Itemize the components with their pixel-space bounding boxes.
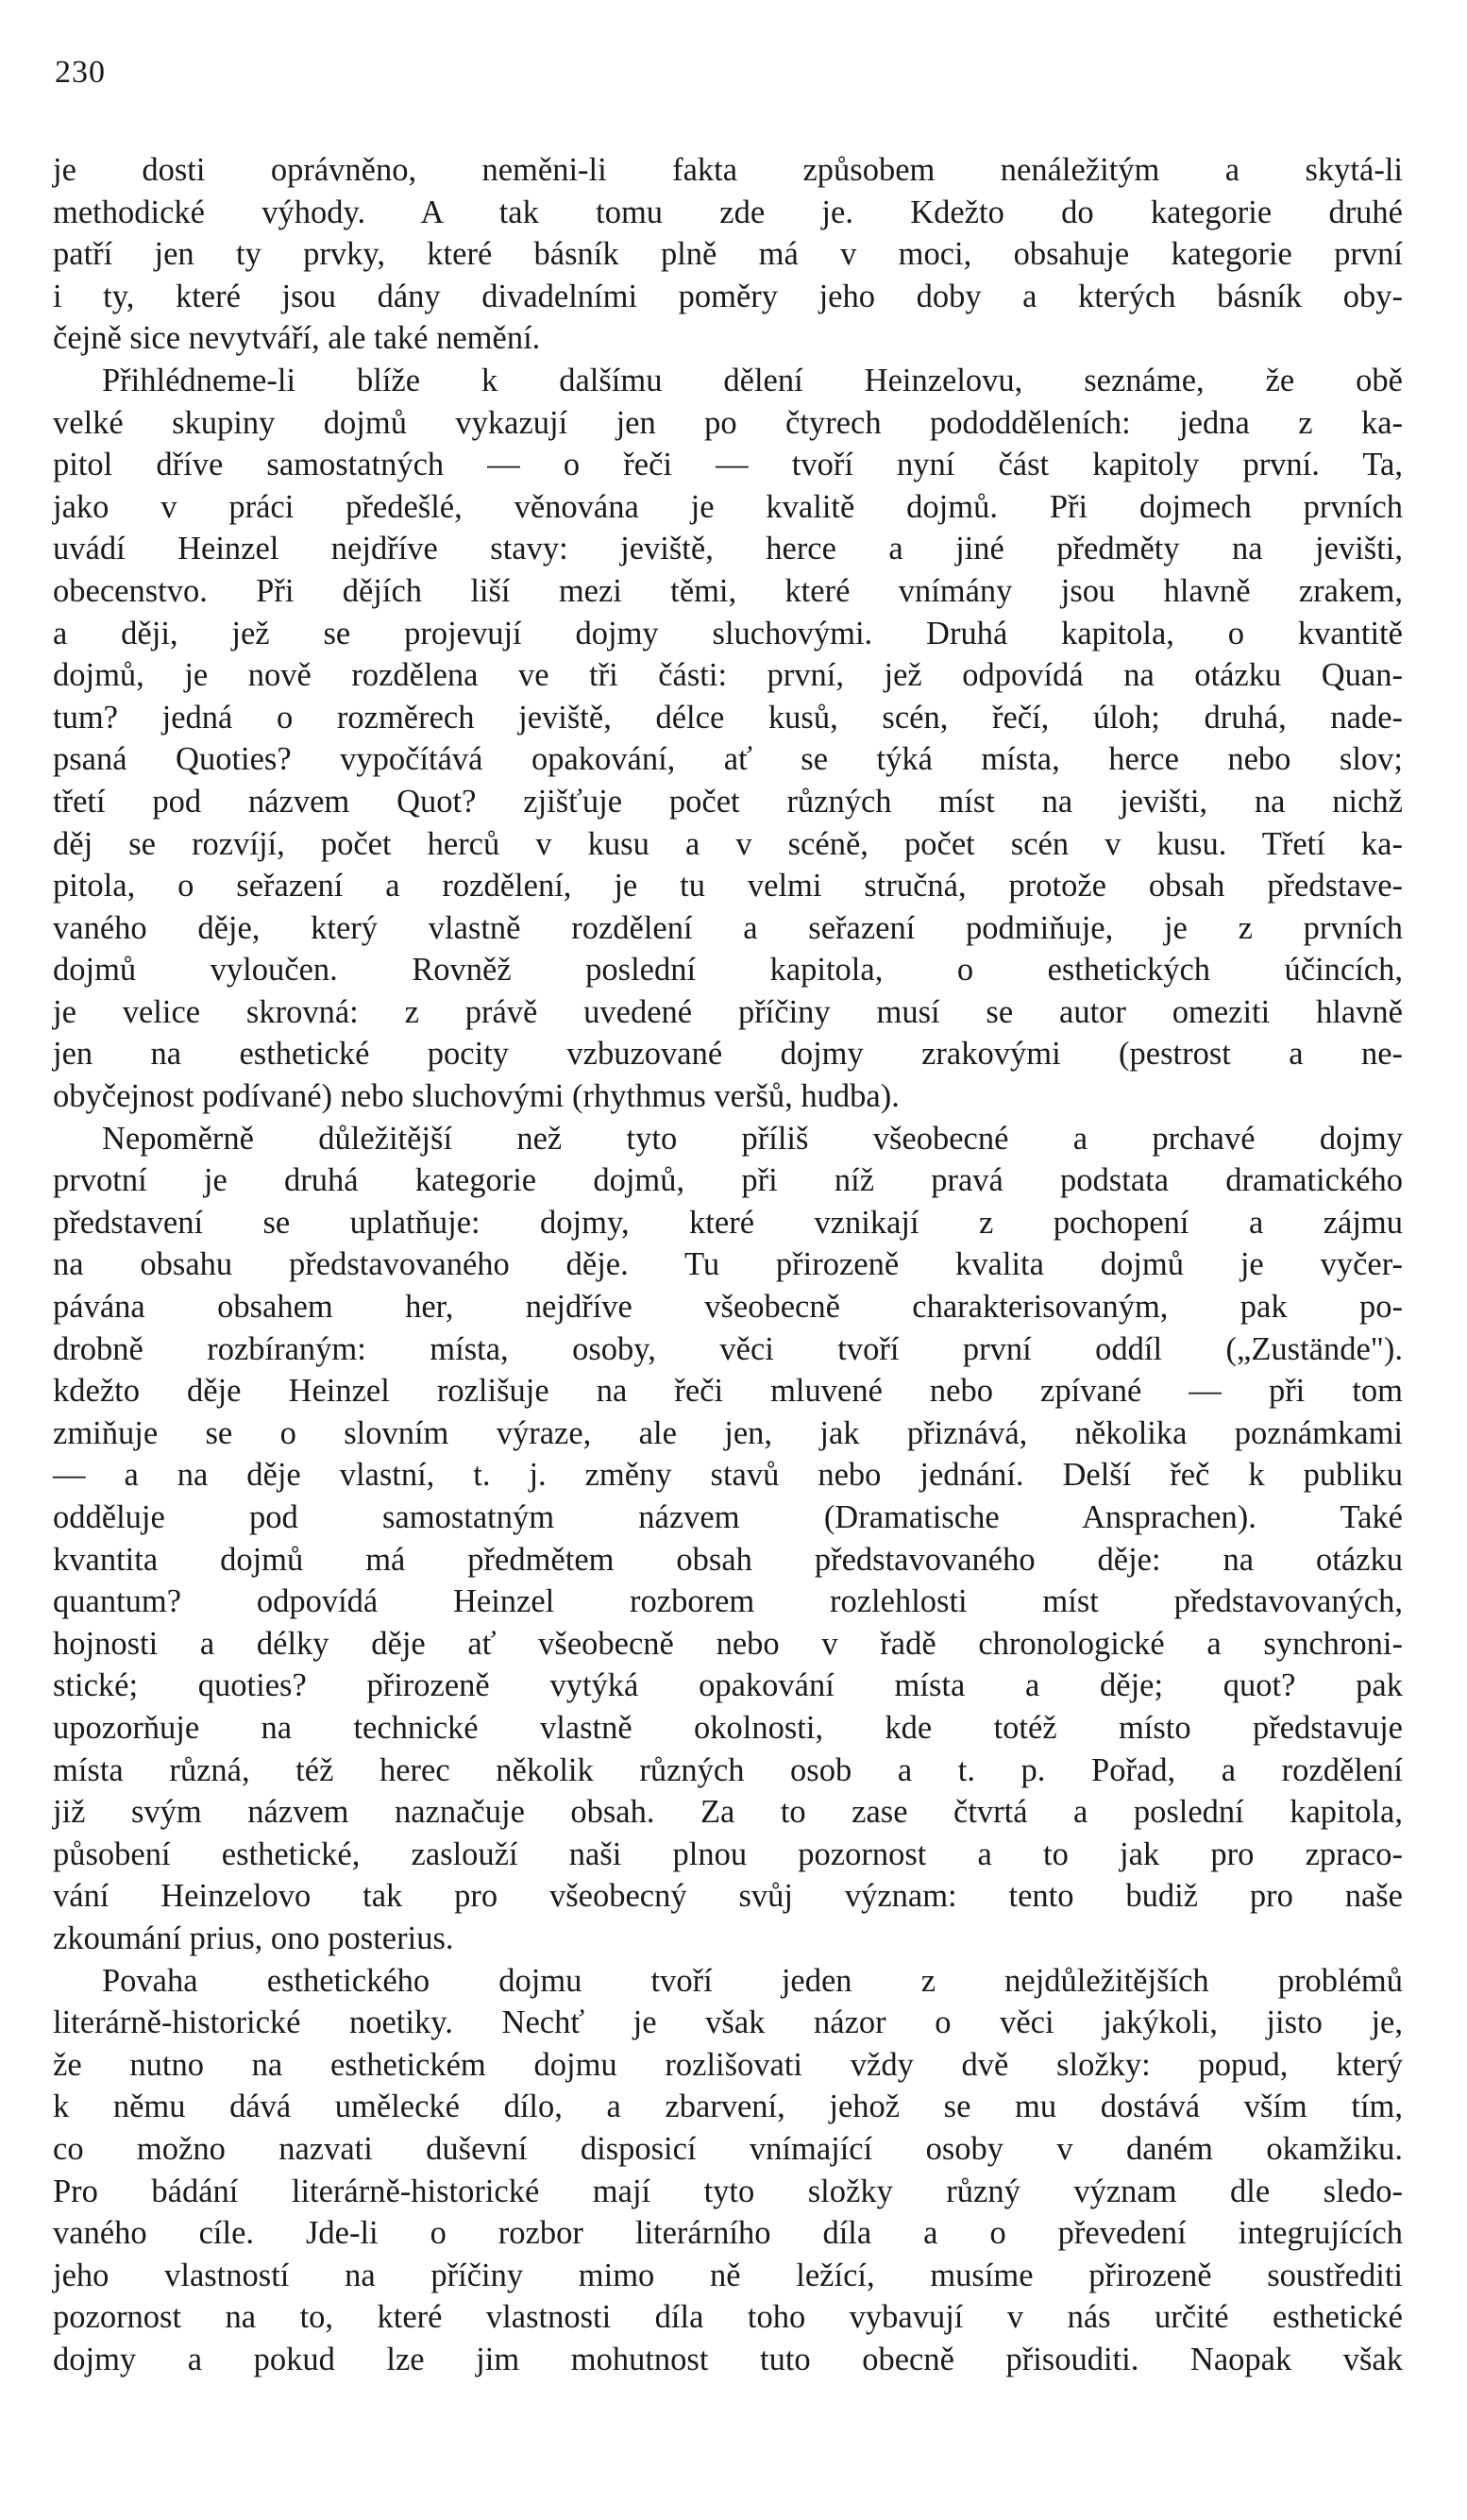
text-line: i ty, které jsou dány divadelními poměry jeho doby a kterých básník oby- [53, 278, 1403, 314]
text-line: je velice skrovná: z právě uvedené příčiny musí se autor omeziti hlavně [53, 993, 1403, 1030]
text-line: Nepoměrně důležitější než tyto příliš všeobecné a prchavé dojmy [102, 1120, 1403, 1157]
text-line: děj se rozvíjí, počet herců v kusu a v scéně, počet scén v kusu. Třetí ka- [53, 825, 1403, 862]
text-line: obecenstvo. Při dějích liší mezi těmi, které vnímány jsou hlavně zrakem, [53, 572, 1403, 609]
text-line: patří jen ty prvky, které básník plně má v moci, obsahuje kategorie první [53, 236, 1403, 273]
text-line: jen na esthetické pocity vzbuzované dojmy zrakovými (pestrost a ne- [53, 1036, 1403, 1073]
text-line: že nutno na esthetickém dojmu rozlišovati vždy dvě složky: popud, který [53, 2046, 1403, 2083]
text-line: tum? jedná o rozměrech jeviště, délce kusů, scén, řečí, úloh; druhá, nade- [53, 699, 1403, 736]
text-line: kvantita dojmů má předmětem obsah představovaného děje: na otázku [53, 1541, 1403, 1578]
text-line: Povaha esthetického dojmu tvoří jeden z nejdůležitějších problémů [102, 1962, 1403, 1999]
text-line: obyčejnost podívané) nebo sluchovými (rhythmus veršů, hudba). [53, 1078, 900, 1115]
text-line: k němu dává umělecké dílo, a zbarvení, jehož se mu dostává vším tím, [53, 2089, 1403, 2125]
body-text [53, 149, 1403, 2380]
text-line: dojmů vyloučen. Rovněž poslední kapitola, o esthetických účincích, [53, 952, 1403, 989]
text-line: dojmy a pokud lze jim mohutnost tuto obecně přisouditi. Naopak však [53, 2341, 1403, 2377]
text-line: pozornost na to, které vlastnosti díla toho vybavují v nás určité esthetické [53, 2299, 1403, 2336]
text-line: — a na děje vlastní, t. j. změny stavů nebo jednání. Delší řeč k publiku [53, 1457, 1403, 1494]
text-line: zkoumání prius, ono posterius. [53, 1920, 454, 1956]
text-line: Pro bádání literárně-historické mají tyto složky různý význam dle sledo- [53, 2173, 1403, 2209]
text-line: vaného děje, který vlastně rozdělení a seřazení podmiňuje, je z prvních [53, 909, 1403, 946]
text-line: zmiňuje se o slovním výraze, ale jen, jak přiznává, několika poznámkami [53, 1414, 1403, 1451]
text-line: již svým názvem naznačuje obsah. Za to zase čtvrtá a poslední kapitola, [53, 1794, 1403, 1831]
text-line: dojmů, je nově rozdělena ve tři části: první, jež odpovídá na otázku Quan- [53, 657, 1403, 694]
text-line: pitola, o seřazení a rozdělení, je tu velmi stručná, protože obsah představe- [53, 868, 1403, 905]
text-line: hojnosti a délky děje ať všeobecně nebo v řadě chronologické a synchroni- [53, 1625, 1403, 1662]
page-number: 230 [55, 55, 106, 90]
text-line: drobně rozbíraným: místa, osoby, věci tvoří první oddíl („Zustände"). [53, 1330, 1403, 1367]
text-line: Přihlédneme-li blíže k dalšímu dělení Heinzelovu, seznáme, že obě [102, 362, 1403, 398]
text-line: na obsahu představovaného děje. Tu přirozeně kvalita dojmů je vyčer- [53, 1246, 1403, 1283]
text-line: působení esthetické, zaslouží naši plnou pozornost a to jak pro zpraco- [53, 1835, 1403, 1872]
text-line: odděluje pod samostatným názvem (Dramatische Ansprachen). Také [53, 1499, 1403, 1535]
text-line: třetí pod názvem Quot? zjišťuje počet různých míst na jevišti, na nichž [53, 783, 1403, 820]
text-line: upozorňuje na technické vlastně okolnosti, kde totéž místo představuje [53, 1709, 1403, 1746]
text-line: quantum? odpovídá Heinzel rozborem rozlehlosti míst představovaných, [53, 1583, 1403, 1620]
text-line: velké skupiny dojmů vykazují jen po čtyrech pododděleních: jedna z ka- [53, 404, 1403, 441]
text-line: literárně-historické noetiky. Nechť je však názor o věci jakýkoli, jisto je, [53, 2004, 1403, 2041]
text-line: jeho vlastností na příčiny mimo ně ležící, musíme přirozeně soustřediti [53, 2257, 1403, 2293]
text-line: pávána obsahem her, nejdříve všeobecně charakterisovaným, pak po- [53, 1289, 1403, 1326]
text-line: představení se uplatňuje: dojmy, které vznikají z pochopení a zájmu [53, 1204, 1403, 1241]
text-line: vaného cíle. Jde-li o rozbor literárního díla a o převedení integrujících [53, 2215, 1403, 2252]
text-line: stické; quoties? přirozeně vytýká opakování místa a děje; quot? pak [53, 1667, 1403, 1704]
text-line: čejně sice nevytváří, ale také nemění. [53, 320, 541, 357]
text-line: a ději, jež se projevují dojmy sluchovými. Druhá kapitola, o kvantitě [53, 615, 1403, 651]
text-line: místa různá, též herec několik různých osob a t. p. Pořad, a rozdělení [53, 1751, 1403, 1788]
text-line: psaná Quoties? vypočítává opakování, ať se týká místa, herce nebo slov; [53, 741, 1403, 778]
text-line: jako v práci předešlé, věnována je kvalitě dojmů. Při dojmech prvních [53, 488, 1403, 525]
text-line: vání Heinzelovo tak pro všeobecný svůj význam: tento budiž pro naše [53, 1878, 1403, 1915]
text-line: je dosti oprávněno, neměni-li fakta způsobem nenáležitým a skytá-li [53, 152, 1403, 188]
text-line: methodické výhody. A tak tomu zde je. Kdežto do kategorie druhé [53, 194, 1403, 230]
text-line: uvádí Heinzel nejdříve stavy: jeviště, herce a jiné předměty na jevišti, [53, 531, 1403, 567]
text-line: co možno nazvati duševní disposicí vnímající osoby v daném okamžiku. [53, 2130, 1403, 2167]
text-line: kdežto děje Heinzel rozlišuje na řeči mluvené nebo zpívané — při tom [53, 1373, 1403, 1410]
text-line: prvotní je druhá kategorie dojmů, při níž pravá podstata dramatického [53, 1162, 1403, 1199]
text-line: pitol dříve samostatných — o řeči — tvoří nyní část kapitoly první. Ta, [53, 447, 1403, 483]
